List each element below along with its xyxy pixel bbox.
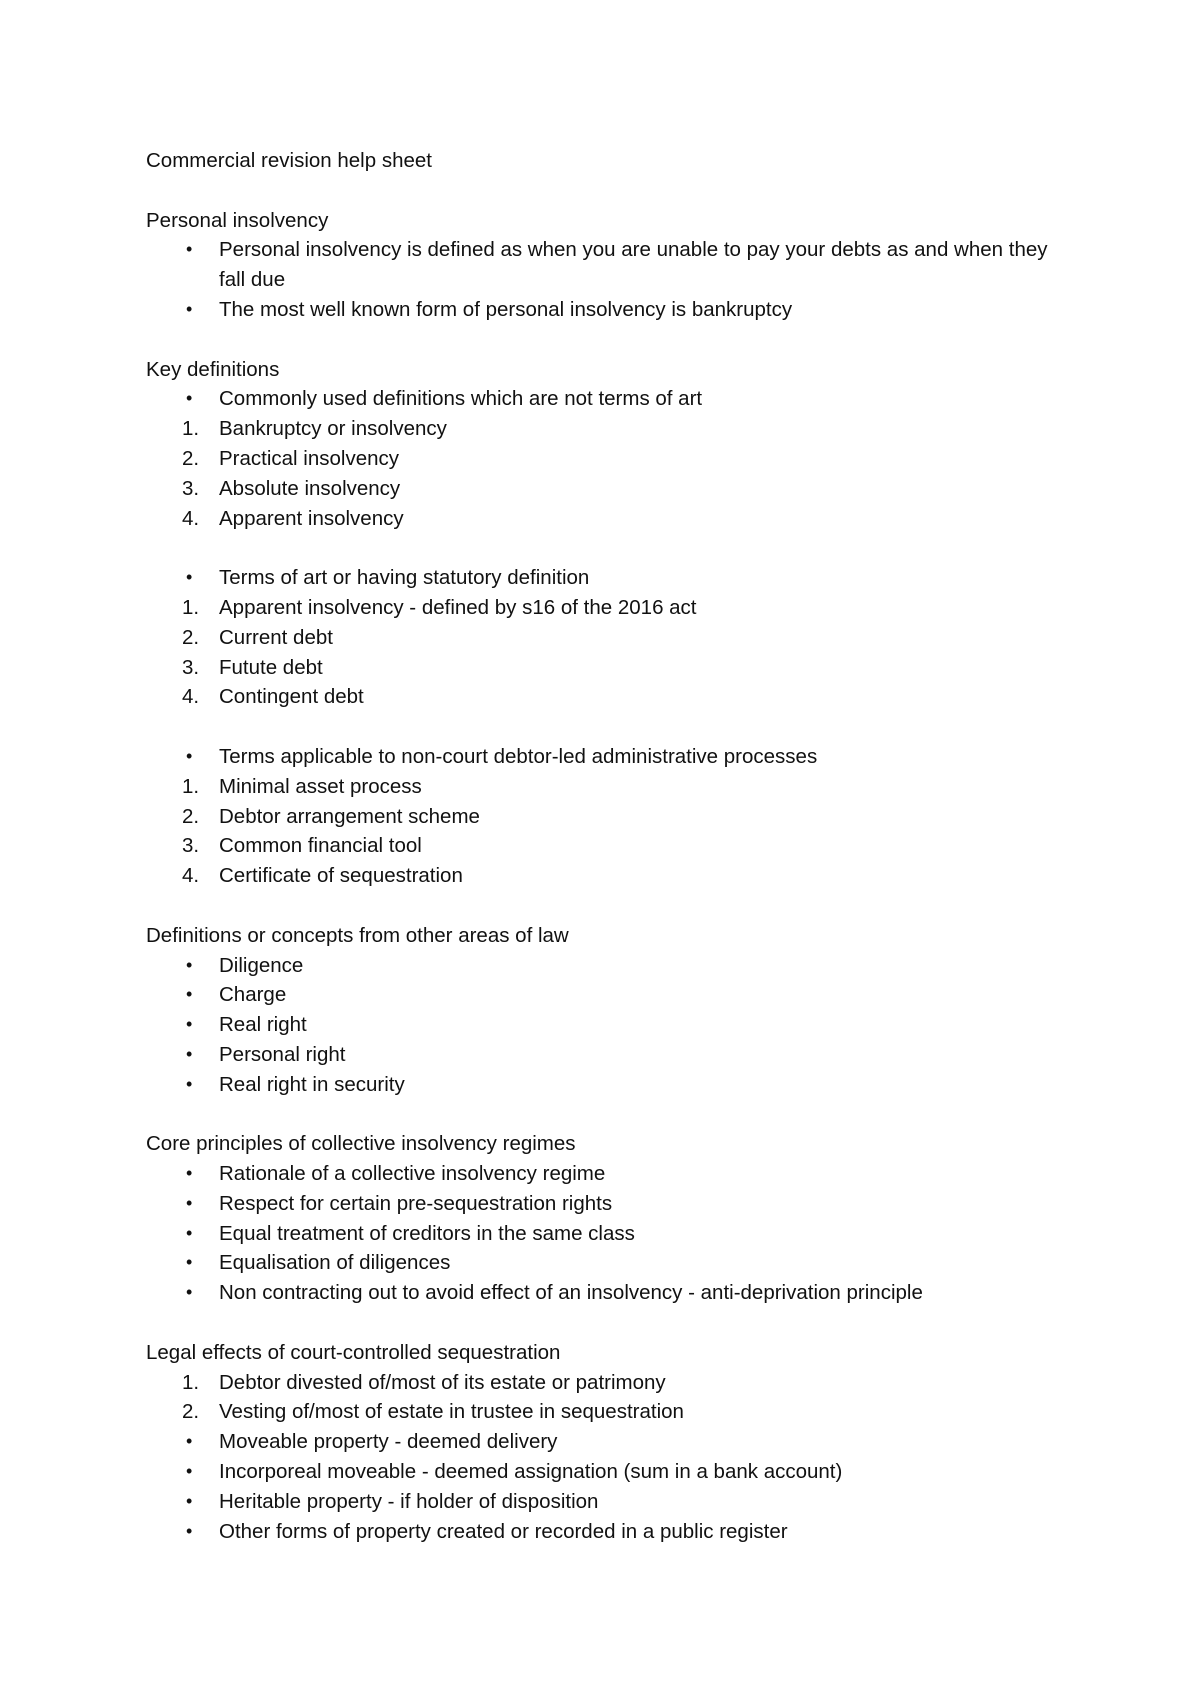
list-item [146, 444, 1066, 474]
spacer [146, 325, 1066, 355]
bullet-marker: • [186, 954, 193, 975]
list-item-text: Terms applicable to non-court debtor-led administrative processes [219, 744, 818, 768]
number-marker: 3. [182, 476, 200, 500]
spacer [146, 712, 1066, 742]
bullet-marker: • [186, 239, 193, 260]
list-item [146, 384, 1066, 414]
list-item [146, 772, 1066, 802]
number-marker: 4. [182, 685, 200, 709]
list-item-text: Rationale of a collective insolvency regime [219, 1162, 606, 1186]
list-item-text: Diligence [219, 953, 304, 977]
spacer [146, 533, 1066, 563]
list-item [146, 1040, 1066, 1070]
spacer [146, 176, 1066, 206]
list-item [146, 1070, 1066, 1100]
list-item [146, 235, 1066, 295]
number-marker: 3. [182, 655, 200, 679]
list-item [146, 593, 1066, 623]
document-title: Commercial revision help sheet [146, 149, 432, 172]
number-marker: 2. [182, 804, 200, 828]
list-item-text: The most well known form of personal insolvency is bankruptcy [219, 297, 793, 321]
bullet-marker: • [186, 1431, 193, 1452]
list-item-text: Debtor divested of/most of its estate or patrimony [219, 1370, 666, 1394]
list-item [146, 1159, 1066, 1189]
list-item [146, 980, 1066, 1010]
list-item [146, 1219, 1066, 1249]
list-item-text: Vesting of/most of estate in trustee in sequestration [219, 1400, 684, 1424]
spacer [146, 891, 1066, 921]
list-item-text: Minimal asset process [219, 774, 422, 798]
spacer [146, 1100, 1066, 1130]
list-item [146, 414, 1066, 444]
bullet-marker: • [186, 1163, 193, 1184]
list-item [146, 1487, 1066, 1517]
list-item [146, 504, 1066, 534]
list-item [146, 831, 1066, 861]
list-item [146, 1397, 1066, 1427]
bullet-marker: • [186, 1520, 193, 1541]
list-item-text: Personal insolvency is defined as when you are unable to pay your debts as and when they fall due [219, 238, 1048, 292]
spacer [146, 1308, 1066, 1338]
list-item-text: Other forms of property created or recorded in a public register [219, 1519, 788, 1543]
bullet-marker: • [186, 1461, 193, 1482]
list-item-text: Equalisation of diligences [219, 1251, 451, 1275]
list-item-text: Terms of art or having statutory definition [219, 566, 590, 590]
number-marker: 1. [182, 595, 200, 619]
number-marker: 2. [182, 1400, 200, 1424]
list-item-text: Incorporeal moveable - deemed assignation (sum in a bank account) [219, 1460, 843, 1484]
bullet-marker: • [186, 1014, 193, 1035]
list-item-text: Equal treatment of creditors in the same class [219, 1221, 635, 1245]
number-marker: 1. [182, 417, 200, 441]
bullet-marker: • [186, 1073, 193, 1094]
list-item-text: Certificate of sequestration [219, 864, 463, 888]
list-item [146, 742, 1066, 772]
bullet-marker: • [186, 984, 193, 1005]
list-item-text: Apparent insolvency [219, 506, 404, 530]
list-item [146, 802, 1066, 832]
list-item-text: Commonly used definitions which are not terms of art [219, 387, 703, 411]
number-marker: 2. [182, 446, 200, 470]
section-heading: Personal insolvency [146, 208, 329, 232]
list-item [146, 1368, 1066, 1398]
number-marker: 1. [182, 774, 200, 798]
list-item [146, 861, 1066, 891]
list-item-text: Personal right [219, 1042, 346, 1066]
list-item-text: Apparent insolvency - defined by s16 of the 2016 act [219, 595, 697, 619]
bullet-marker: • [186, 745, 193, 766]
bullet-marker: • [186, 1222, 193, 1243]
list-item [146, 474, 1066, 504]
number-marker: 3. [182, 834, 200, 858]
list-item [146, 1010, 1066, 1040]
list-item [146, 951, 1066, 981]
bullet-marker: • [186, 1282, 193, 1303]
number-marker: 2. [182, 625, 200, 649]
list-item-text: Debtor arrangement scheme [219, 804, 480, 828]
list-item-text: Real right in security [219, 1072, 405, 1096]
bullet-marker: • [186, 1192, 193, 1213]
list-item-text: Respect for certain pre-sequestration rights [219, 1191, 613, 1215]
section-heading: Core principles of collective insolvency regimes [146, 1132, 576, 1156]
list-item-text: Practical insolvency [219, 446, 400, 470]
number-marker: 4. [182, 864, 200, 888]
bullet-marker: • [186, 388, 193, 409]
list-item [146, 653, 1066, 683]
list-item [146, 1248, 1066, 1278]
list-item [146, 623, 1066, 653]
number-marker: 4. [182, 506, 200, 530]
section-heading: Key definitions [146, 357, 280, 381]
bullet-marker: • [186, 1043, 193, 1064]
bullet-marker: • [186, 298, 193, 319]
list-item [146, 1517, 1066, 1547]
list-item-text: Absolute insolvency [219, 476, 401, 500]
list-item [146, 1278, 1066, 1308]
bullet-marker: • [186, 567, 193, 588]
number-marker: 1. [182, 1370, 200, 1394]
list-item [146, 1189, 1066, 1219]
bullet-marker: • [186, 1490, 193, 1511]
bullet-marker: • [186, 1252, 193, 1273]
list-item-text: Contingent debt [219, 685, 364, 709]
list-item-text: Futute debt [219, 655, 323, 679]
list-item-text: Real right [219, 1013, 307, 1037]
list-item-text: Bankruptcy or insolvency [219, 417, 447, 441]
list-item-text: Common financial tool [219, 834, 422, 858]
section-heading: Legal effects of court-controlled sequestration [146, 1340, 561, 1364]
section-heading: Definitions or concepts from other areas of law [146, 923, 569, 947]
list-item [146, 1457, 1066, 1487]
list-item-text: Current debt [219, 625, 333, 649]
document-body [146, 146, 1066, 1546]
list-item-text: Non contracting out to avoid effect of an insolvency - anti-deprivation principle [219, 1281, 923, 1305]
list-item-text: Charge [219, 983, 287, 1007]
list-item-text: Heritable property - if holder of disposition [219, 1489, 599, 1513]
list-item [146, 682, 1066, 712]
list-item [146, 563, 1066, 593]
list-item [146, 1427, 1066, 1457]
list-item-text: Moveable property - deemed delivery [219, 1430, 558, 1454]
list-item [146, 295, 1066, 325]
